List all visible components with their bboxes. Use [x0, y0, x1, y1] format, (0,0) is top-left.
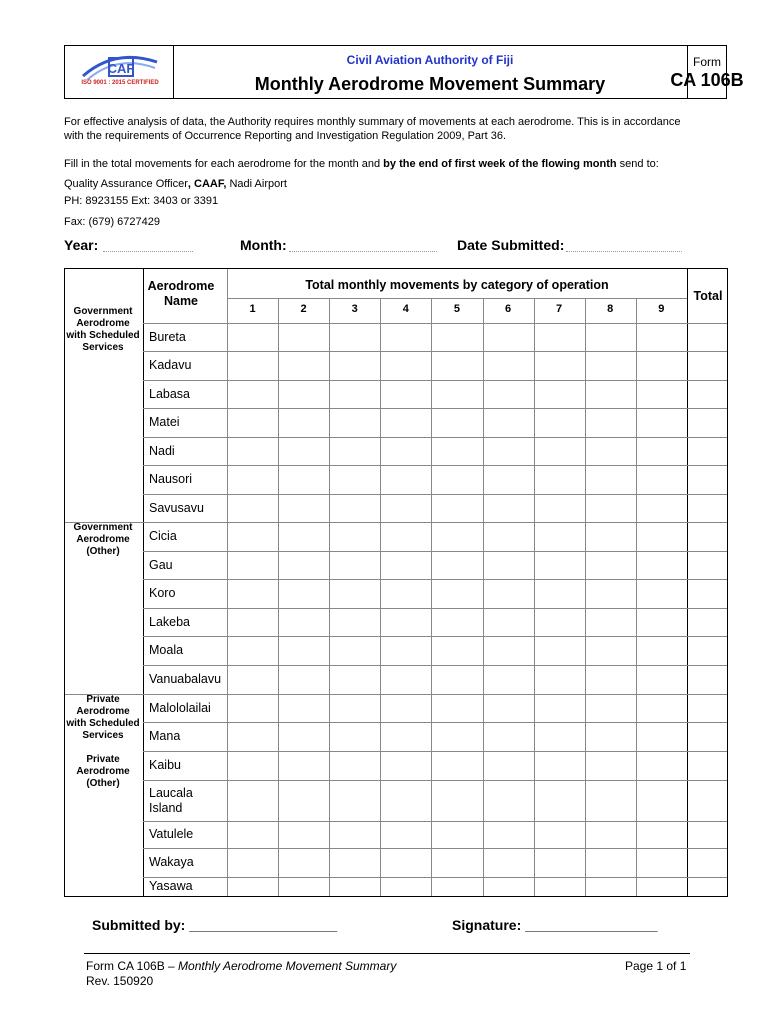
group-private-scheduled: Private Aerodrome with Scheduled Services — [66, 694, 140, 741]
movement-input-cell[interactable] — [585, 636, 636, 665]
movement-input-cell[interactable] — [278, 608, 329, 636]
movement-input-cell[interactable] — [483, 608, 534, 636]
movement-input-cell[interactable] — [585, 751, 636, 780]
organization-name: Civil Aviation Authority of Fiji — [346, 53, 514, 67]
movement-input-cell[interactable] — [636, 722, 687, 751]
aerodrome-name: Moala — [149, 643, 184, 657]
intro-line-2: with the requirements of Occurrence Reporting and Investigation Regulation 2009, Part 36. — [64, 130, 507, 142]
total-input-cell[interactable] — [687, 551, 727, 579]
movement-input-cell[interactable] — [227, 665, 278, 694]
aerodrome-name: Wakaya — [149, 855, 194, 869]
aerodrome-name: Savusavu — [149, 500, 204, 515]
total-input-cell[interactable] — [687, 465, 727, 494]
movement-input-cell[interactable] — [431, 351, 482, 380]
movement-input-cell[interactable] — [380, 465, 431, 494]
movement-input-cell[interactable] — [227, 408, 278, 437]
aerodrome-name: Yasawa — [149, 879, 193, 893]
movement-input-cell[interactable] — [636, 848, 687, 877]
movement-input-cell[interactable] — [227, 780, 278, 821]
aerodrome-name: Vanuabalavu — [149, 672, 222, 686]
movement-input-cell[interactable] — [278, 694, 329, 722]
movement-input-cell[interactable] — [380, 751, 431, 780]
movement-input-cell[interactable] — [636, 351, 687, 380]
movement-input-cell[interactable] — [329, 694, 380, 722]
movement-input-cell[interactable] — [483, 408, 534, 437]
aerodrome-name: Cicia — [149, 529, 177, 543]
footer-form-code: Form CA 106B – — [86, 959, 179, 973]
movement-input-cell[interactable] — [636, 323, 687, 351]
movement-input-cell[interactable] — [431, 848, 482, 877]
movement-input-cell[interactable] — [534, 608, 585, 636]
contact-location: Nadi Airport — [226, 178, 287, 190]
movement-input-cell[interactable] — [483, 323, 534, 351]
movement-input-cell[interactable] — [227, 351, 278, 380]
movement-input-cell[interactable] — [483, 494, 534, 522]
movement-input-cell[interactable] — [534, 408, 585, 437]
movement-input-cell[interactable] — [431, 437, 482, 465]
date-submitted-field[interactable] — [566, 239, 682, 252]
total-input-cell[interactable] — [687, 636, 727, 665]
form-number-cell — [670, 46, 744, 98]
movement-input-cell[interactable] — [329, 722, 380, 751]
movement-input-cell[interactable] — [329, 351, 380, 380]
movement-input-cell[interactable] — [329, 751, 380, 780]
movement-input-cell[interactable] — [227, 323, 278, 351]
total-input-cell[interactable] — [687, 351, 727, 380]
movement-input-cell[interactable] — [227, 751, 278, 780]
movement-input-cell[interactable] — [585, 877, 636, 896]
svg-text:CAF: CAF — [107, 61, 135, 76]
movement-input-cell[interactable] — [585, 665, 636, 694]
movement-input-cell[interactable] — [278, 551, 329, 579]
movement-input-cell[interactable] — [636, 636, 687, 665]
movement-input-cell[interactable] — [534, 665, 585, 694]
movement-input-cell[interactable] — [380, 694, 431, 722]
movement-input-cell[interactable] — [227, 821, 278, 848]
movement-input-cell[interactable] — [380, 551, 431, 579]
total-input-cell[interactable] — [687, 722, 727, 751]
aerodrome-name: Kadavu — [149, 358, 192, 372]
caaf-logo-icon — [65, 46, 173, 98]
movement-input-cell[interactable] — [278, 408, 329, 437]
category-column-number: 6 — [504, 303, 512, 315]
movement-input-cell[interactable] — [329, 465, 380, 494]
movement-input-cell[interactable] — [227, 551, 278, 579]
movement-input-cell[interactable] — [585, 522, 636, 551]
total-input-cell[interactable] — [687, 608, 727, 636]
movement-input-cell[interactable] — [585, 494, 636, 522]
footer-rule — [84, 953, 690, 954]
movement-input-cell[interactable] — [380, 522, 431, 551]
movement-input-cell[interactable] — [534, 751, 585, 780]
movement-input-cell[interactable] — [329, 608, 380, 636]
movement-input-cell[interactable] — [636, 665, 687, 694]
aerodrome-name: Gau — [149, 557, 173, 572]
movement-input-cell[interactable] — [636, 821, 687, 848]
movement-input-cell[interactable] — [227, 380, 278, 408]
movement-input-cell[interactable] — [431, 636, 482, 665]
movement-input-cell[interactable] — [380, 608, 431, 636]
movement-input-cell[interactable] — [636, 780, 687, 821]
movement-input-cell[interactable] — [227, 494, 278, 522]
movement-input-cell[interactable] — [483, 579, 534, 608]
caaf-logo — [65, 46, 174, 98]
movement-input-cell[interactable] — [585, 380, 636, 408]
form-number: CA 106B — [670, 70, 744, 90]
movement-input-cell[interactable] — [278, 351, 329, 380]
contact-fax: Fax: (679) 6727429 — [64, 216, 161, 228]
movement-input-cell[interactable] — [329, 848, 380, 877]
form-header — [64, 45, 744, 99]
movement-input-cell[interactable] — [380, 821, 431, 848]
movement-input-cell[interactable] — [534, 848, 585, 877]
aerodrome-name: Vatulele — [149, 827, 194, 841]
movement-input-cell[interactable] — [380, 437, 431, 465]
movement-input-cell[interactable] — [483, 848, 534, 877]
movement-input-cell[interactable] — [380, 665, 431, 694]
movement-input-cell[interactable] — [329, 821, 380, 848]
movement-input-cell[interactable] — [431, 608, 482, 636]
movement-input-cell[interactable] — [227, 848, 278, 877]
table-row-divider — [65, 522, 143, 523]
movement-input-cell[interactable] — [329, 579, 380, 608]
movement-input-cell[interactable] — [636, 579, 687, 608]
form-title: Monthly Aerodrome Movement Summary — [254, 74, 606, 94]
movement-input-cell[interactable] — [534, 636, 585, 665]
aerodrome-name: Bureta — [149, 329, 186, 344]
movement-input-cell[interactable] — [329, 780, 380, 821]
total-input-cell[interactable] — [687, 380, 727, 408]
movement-input-cell[interactable] — [585, 551, 636, 579]
movement-input-cell[interactable] — [278, 579, 329, 608]
movement-input-cell[interactable] — [636, 608, 687, 636]
instruction-end: send to: — [616, 158, 659, 170]
movement-input-cell[interactable] — [483, 694, 534, 722]
footer-form-title: Monthly Aerodrome Movement Summary — [178, 959, 397, 973]
movement-input-cell[interactable] — [329, 665, 380, 694]
aerodrome-name: Mana — [149, 729, 181, 743]
movement-input-cell[interactable] — [585, 608, 636, 636]
form-label: Form — [693, 55, 721, 69]
category-column-number: 2 — [300, 303, 307, 315]
category-column-number: 7 — [556, 303, 563, 315]
month-field[interactable] — [289, 239, 437, 252]
movement-input-cell[interactable] — [431, 323, 482, 351]
movement-input-cell[interactable] — [329, 494, 380, 522]
intro-line-1: For effective analysis of data, the Authority requires monthly summary of movements at each aerodrome. This is in accordance — [64, 116, 681, 128]
movement-input-cell[interactable] — [431, 494, 482, 522]
movement-input-cell[interactable] — [534, 351, 585, 380]
movement-input-cell[interactable] — [431, 694, 482, 722]
movement-input-cell[interactable] — [278, 636, 329, 665]
year-field[interactable] — [103, 239, 193, 252]
aerodrome-name: Koro — [149, 586, 176, 600]
movement-input-cell[interactable] — [636, 408, 687, 437]
footer-revision: Rev. 150920 — [86, 974, 154, 988]
instruction-text: Fill in the total movements for each aerodrome for the month and — [64, 158, 384, 170]
movement-input-cell[interactable] — [534, 579, 585, 608]
table-row-divider — [227, 298, 687, 299]
movement-input-cell[interactable] — [278, 780, 329, 821]
aerodrome-name: Nadi — [149, 443, 175, 458]
movement-input-cell[interactable] — [380, 848, 431, 877]
movement-input-cell[interactable] — [278, 821, 329, 848]
movement-input-cell[interactable] — [636, 877, 687, 896]
movement-input-cell[interactable] — [329, 877, 380, 896]
total-input-cell[interactable] — [687, 780, 727, 821]
movement-input-cell[interactable] — [227, 722, 278, 751]
movement-input-cell[interactable] — [380, 351, 431, 380]
movement-input-cell[interactable] — [534, 323, 585, 351]
movement-input-cell[interactable] — [227, 465, 278, 494]
contact-role: Quality Assurance Officer — [64, 178, 188, 190]
movement-input-cell[interactable] — [227, 877, 278, 896]
movement-input-cell[interactable] — [227, 437, 278, 465]
movement-input-cell[interactable] — [534, 780, 585, 821]
movement-input-cell[interactable] — [585, 465, 636, 494]
movement-input-cell[interactable] — [227, 579, 278, 608]
month-label: Month: — [240, 237, 287, 253]
total-input-cell[interactable] — [687, 408, 727, 437]
movement-input-cell[interactable] — [483, 380, 534, 408]
movement-input-cell[interactable] — [534, 551, 585, 579]
movement-input-cell[interactable] — [483, 821, 534, 848]
movement-input-cell[interactable] — [585, 351, 636, 380]
movement-input-cell[interactable] — [483, 437, 534, 465]
movement-input-cell[interactable] — [431, 877, 482, 896]
movement-input-cell[interactable] — [585, 694, 636, 722]
movement-input-cell[interactable] — [483, 465, 534, 494]
group-private-other: Private Aerodrome (Other) — [76, 754, 130, 789]
movement-input-cell[interactable] — [534, 380, 585, 408]
movement-input-cell[interactable] — [585, 848, 636, 877]
movement-input-cell[interactable] — [585, 323, 636, 351]
movement-input-cell[interactable] — [278, 751, 329, 780]
iso-certified-text: ISO 9001 : 2015 CERTIFIED — [81, 80, 159, 86]
movement-input-cell[interactable] — [278, 380, 329, 408]
total-input-cell[interactable] — [687, 665, 727, 694]
movement-input-cell[interactable] — [431, 780, 482, 821]
movement-input-cell[interactable] — [483, 780, 534, 821]
group-government-other: Government Aerodrome (Other) — [73, 522, 133, 557]
aerodrome-name: Labasa — [149, 386, 191, 401]
movement-input-cell[interactable] — [534, 494, 585, 522]
movement-input-cell[interactable] — [431, 579, 482, 608]
movement-input-cell[interactable] — [534, 877, 585, 896]
aerodrome-name: Laucala Island — [149, 785, 193, 815]
movement-input-cell[interactable] — [227, 694, 278, 722]
group-government-scheduled: Government Aerodrome with Scheduled Services — [66, 306, 140, 353]
movement-input-cell[interactable] — [380, 408, 431, 437]
movement-input-cell[interactable] — [380, 780, 431, 821]
movement-input-cell[interactable] — [636, 751, 687, 780]
movement-input-cell[interactable] — [329, 551, 380, 579]
total-input-cell[interactable] — [687, 848, 727, 877]
movement-input-cell[interactable] — [380, 722, 431, 751]
movement-input-cell[interactable] — [431, 408, 482, 437]
total-input-cell[interactable] — [687, 751, 727, 780]
total-input-cell[interactable] — [687, 522, 727, 551]
movement-input-cell[interactable] — [431, 380, 482, 408]
movement-input-cell[interactable] — [278, 877, 329, 896]
movement-input-cell[interactable] — [483, 351, 534, 380]
category-column-number: 3 — [351, 303, 358, 315]
movement-input-cell[interactable] — [278, 722, 329, 751]
signature-field[interactable]: Signature: _________________ — [452, 917, 658, 933]
movement-input-cell[interactable] — [380, 323, 431, 351]
movement-input-cell[interactable] — [585, 780, 636, 821]
movement-input-cell[interactable] — [227, 608, 278, 636]
date-submitted-label: Date Submitted: — [457, 237, 565, 253]
movement-input-cell[interactable] — [431, 821, 482, 848]
table-column-divider — [143, 269, 144, 896]
movement-input-cell[interactable] — [278, 494, 329, 522]
movement-input-cell[interactable] — [278, 465, 329, 494]
category-column-number: 4 — [402, 303, 409, 315]
movement-input-cell[interactable] — [380, 579, 431, 608]
total-input-cell[interactable] — [687, 579, 727, 608]
movement-input-cell[interactable] — [329, 380, 380, 408]
category-column-number: 8 — [607, 303, 614, 315]
movement-input-cell[interactable] — [534, 465, 585, 494]
movement-input-cell[interactable] — [636, 522, 687, 551]
movement-input-cell[interactable] — [534, 722, 585, 751]
movement-input-cell[interactable] — [431, 722, 482, 751]
movement-input-cell[interactable] — [227, 636, 278, 665]
total-input-cell[interactable] — [687, 437, 727, 465]
movement-input-cell[interactable] — [585, 821, 636, 848]
movement-input-cell[interactable] — [380, 494, 431, 522]
header-title-cell — [173, 46, 688, 98]
movement-input-cell[interactable] — [585, 408, 636, 437]
movement-input-cell[interactable] — [483, 722, 534, 751]
movement-input-cell[interactable] — [585, 722, 636, 751]
total-input-cell[interactable] — [687, 323, 727, 351]
aerodrome-name: Matei — [149, 415, 180, 429]
intro-paragraph-2 — [64, 157, 734, 171]
footer-page-number: Page 1 of 1 — [625, 959, 687, 973]
intro-paragraph-1 — [64, 115, 734, 143]
movement-input-cell[interactable] — [380, 636, 431, 665]
movement-input-cell[interactable] — [534, 694, 585, 722]
category-column-number: 5 — [453, 303, 460, 315]
movement-input-cell[interactable] — [636, 551, 687, 579]
movement-input-cell[interactable] — [585, 437, 636, 465]
movement-input-cell[interactable] — [431, 522, 482, 551]
movement-input-cell[interactable] — [483, 751, 534, 780]
instruction-deadline: by the end of first week of the flowing month — [383, 158, 617, 170]
aerodrome-name: Kaibu — [149, 758, 181, 772]
category-column-number: 9 — [658, 303, 665, 315]
total-input-cell[interactable] — [687, 877, 727, 896]
movement-input-cell[interactable] — [329, 437, 380, 465]
total-input-cell[interactable] — [687, 821, 727, 848]
aerodrome-name: Lakeba — [149, 614, 191, 629]
aerodrome-name: Malololailai — [149, 700, 211, 715]
movement-input-cell[interactable] — [329, 408, 380, 437]
aerodrome-name-header: Aerodrome Name — [147, 279, 215, 308]
movement-input-cell[interactable] — [483, 877, 534, 896]
total-input-cell[interactable] — [687, 694, 727, 722]
total-header: Total — [693, 289, 723, 303]
movement-input-cell[interactable] — [534, 522, 585, 551]
movement-input-cell[interactable] — [227, 522, 278, 551]
movement-input-cell[interactable] — [483, 522, 534, 551]
aerodrome-name: Nausori — [149, 472, 193, 486]
movement-input-cell[interactable] — [278, 665, 329, 694]
movement-input-cell[interactable] — [483, 665, 534, 694]
movement-input-cell[interactable] — [534, 821, 585, 848]
movement-input-cell[interactable] — [278, 323, 329, 351]
movement-input-cell[interactable] — [278, 437, 329, 465]
movement-input-cell[interactable] — [534, 437, 585, 465]
movement-input-cell[interactable] — [329, 636, 380, 665]
category-column-number: 1 — [249, 303, 256, 315]
movement-input-cell[interactable] — [636, 437, 687, 465]
total-input-cell[interactable] — [687, 494, 727, 522]
movement-input-cell[interactable] — [431, 751, 482, 780]
movement-input-cell[interactable] — [380, 877, 431, 896]
movement-input-cell[interactable] — [278, 522, 329, 551]
movement-input-cell[interactable] — [329, 323, 380, 351]
footer-form-ref — [86, 959, 396, 973]
movement-input-cell[interactable] — [329, 522, 380, 551]
movement-input-cell[interactable] — [636, 494, 687, 522]
movement-input-cell[interactable] — [636, 465, 687, 494]
movement-input-cell[interactable] — [431, 551, 482, 579]
movement-input-cell[interactable] — [636, 380, 687, 408]
movement-input-cell[interactable] — [431, 465, 482, 494]
contact-org: , CAAF, — [187, 178, 227, 190]
contact-phone: PH: 8923155 Ext: 3403 or 3391 — [64, 195, 219, 207]
contact-line — [64, 177, 287, 191]
submitted-by-field[interactable]: Submitted by: ___________________ — [92, 917, 338, 933]
movement-input-cell[interactable] — [636, 694, 687, 722]
movement-input-cell[interactable] — [585, 579, 636, 608]
movement-input-cell[interactable] — [431, 665, 482, 694]
movement-input-cell[interactable] — [278, 848, 329, 877]
table-row-divider — [65, 694, 143, 695]
movement-input-cell[interactable] — [483, 636, 534, 665]
movement-table — [64, 268, 728, 897]
movement-input-cell[interactable] — [483, 551, 534, 579]
year-label: Year: — [64, 237, 99, 253]
movement-input-cell[interactable] — [380, 380, 431, 408]
category-header: Total monthly movements by category of operation — [305, 278, 609, 292]
